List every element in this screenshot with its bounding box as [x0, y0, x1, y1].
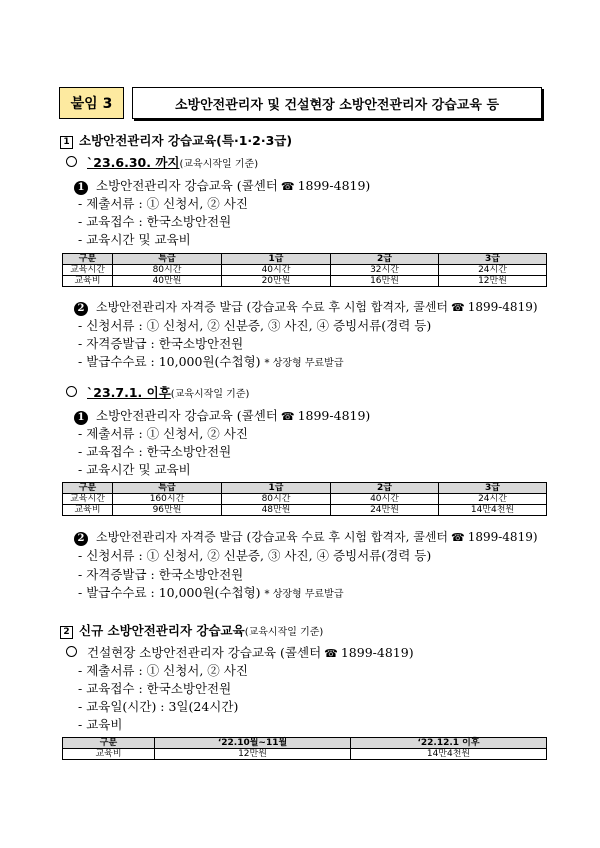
period-date: `23.7.1. 이후: [87, 385, 171, 400]
circle-bullet-icon: [66, 156, 77, 167]
table-row: [63, 505, 547, 516]
table-header-cell: 2급: [331, 254, 439, 265]
phone-number: 1899-4819): [467, 300, 538, 314]
fee-text: - 발급수수료 : 10,000원(수첩형): [78, 354, 261, 369]
section-title: 소방안전관리자 강습교육(특·1·2·3급): [79, 133, 293, 148]
phone-number: 1899-4819): [340, 645, 414, 660]
item-number: 1: [74, 411, 88, 425]
period-1-heading: [66, 155, 258, 173]
phone-icon: ☎: [451, 531, 465, 544]
table-row: [63, 265, 547, 276]
table-cell: 24만원: [331, 505, 439, 516]
detail-line: - 교육비: [78, 717, 123, 732]
period-note: (교육시작일 기준): [179, 159, 259, 170]
item-title: 소방안전관리자 강습교육 (콜센터: [96, 408, 278, 423]
section-number: 1: [60, 136, 73, 149]
table-cell: 80시간: [113, 265, 222, 276]
table-row: [63, 276, 547, 287]
table-cell: 80시간: [222, 494, 331, 505]
detail-line: - 자격증발급 : 한국소방안전원: [78, 567, 244, 582]
item-heading: [74, 178, 370, 195]
detail-line: [78, 354, 344, 372]
phone-icon: ☎: [280, 180, 295, 193]
period-2-heading: [66, 385, 249, 403]
item-title: 소방안전관리자 자격증 발급 (강습교육 수료 후 시험 합격자, 콜센터: [96, 300, 448, 314]
table-cell: 12만원: [439, 276, 547, 287]
circle-bullet-icon: [66, 646, 77, 657]
item-title: 건설현장 소방안전관리자 강습교육 (콜센터: [87, 645, 322, 660]
table-header-cell: 3급: [439, 483, 547, 494]
detail-line: - 제출서류 : ① 신청서, ② 사진: [78, 196, 248, 211]
education-table-2: [62, 482, 547, 516]
section-1-heading: [60, 133, 292, 149]
period-date: `23.6.30. 까지: [87, 155, 180, 170]
table-cell: 24시간: [439, 494, 547, 505]
item-heading: [74, 408, 370, 425]
item-title: 소방안전관리자 강습교육 (콜센터: [96, 178, 278, 193]
detail-line: - 제출서류 : ① 신청서, ② 사진: [78, 663, 248, 678]
table-cell: 교육비: [63, 505, 113, 516]
table-row: [63, 749, 547, 760]
section-note: (교육시작일 기준): [244, 627, 324, 638]
detail-line: - 자격증발급 : 한국소방안전원: [78, 336, 244, 351]
detail-line: - 교육접수 : 한국소방안전원: [78, 681, 232, 696]
item-heading: [74, 299, 538, 316]
education-table-3: [62, 737, 547, 760]
detail-line: - 신청서류 : ① 신청서, ② 신분증, ③ 사진, ④ 증빙서류(경력 등): [78, 548, 432, 563]
item-heading: [74, 529, 538, 546]
detail-line: - 제출서류 : ① 신청서, ② 사진: [78, 426, 248, 441]
table-header-cell: 구분: [63, 738, 155, 749]
detail-line: - 신청서류 : ① 신청서, ② 신분증, ③ 사진, ④ 증빙서류(경력 등): [78, 318, 432, 333]
table-header-cell: 구분: [63, 254, 113, 265]
detail-line: - 교육접수 : 한국소방안전원: [78, 444, 232, 459]
table-cell: 32시간: [331, 265, 439, 276]
table-header-cell: 3급: [439, 254, 547, 265]
phone-icon: ☎: [280, 410, 295, 423]
table-header-cell: 특급: [113, 483, 222, 494]
table-header-cell: 1급: [222, 483, 331, 494]
item-title: 소방안전관리자 자격증 발급 (강습교육 수료 후 시험 합격자, 콜센터: [96, 530, 448, 544]
table-cell: 14만4천원: [351, 749, 547, 760]
item-number: 2: [74, 532, 88, 546]
table-header-cell: ‘22.12.1 이후: [351, 738, 547, 749]
phone-number: 1899-4819): [467, 530, 538, 544]
table-cell: 20만원: [222, 276, 331, 287]
table-cell: 160시간: [113, 494, 222, 505]
fee-text: - 발급수수료 : 10,000원(수첩형): [78, 585, 261, 600]
attachment-tag: 붙임 3: [59, 87, 124, 119]
table-cell: 16만원: [331, 276, 439, 287]
table-cell: 24시간: [439, 265, 547, 276]
detail-line: [78, 585, 344, 603]
table-cell: 12만원: [155, 749, 351, 760]
table-row: [63, 494, 547, 505]
table-header-cell: 2급: [331, 483, 439, 494]
table-cell: 96만원: [113, 505, 222, 516]
phone-number: 1899-4819): [297, 178, 371, 193]
section-2-heading: [60, 623, 323, 641]
table-cell: 40시간: [331, 494, 439, 505]
page-title: 소방안전관리자 및 건설현장 소방안전관리자 강습교육 등: [132, 87, 542, 119]
phone-icon: ☎: [451, 301, 465, 314]
detail-line: - 교육일(시간) : 3일(24시간): [78, 699, 239, 714]
table-cell: 교육비: [63, 276, 113, 287]
table-header-cell: 특급: [113, 254, 222, 265]
fee-note: * 상장형 무료발급: [264, 358, 344, 369]
section-number: 2: [60, 626, 73, 639]
table-cell: 40시간: [222, 265, 331, 276]
phone-number: 1899-4819): [297, 408, 371, 423]
item-heading: [66, 645, 414, 662]
table-cell: 40만원: [113, 276, 222, 287]
detail-line: - 교육접수 : 한국소방안전원: [78, 214, 232, 229]
table-cell: 48만원: [222, 505, 331, 516]
section-title: 신규 소방안전관리자 강습교육: [79, 623, 245, 638]
education-table-1: [62, 253, 547, 287]
fee-note: * 상장형 무료발급: [264, 589, 344, 600]
table-cell: 교육시간: [63, 265, 113, 276]
circle-bullet-icon: [66, 386, 77, 397]
table-header-cell: 1급: [222, 254, 331, 265]
item-number: 1: [74, 181, 88, 195]
table-cell: 14만4천원: [439, 505, 547, 516]
detail-line: - 교육시간 및 교육비: [78, 232, 191, 247]
table-header-cell: ‘22.10월~11월: [155, 738, 351, 749]
table-cell: 교육비: [63, 749, 155, 760]
phone-icon: ☎: [324, 647, 338, 660]
detail-line: - 교육시간 및 교육비: [78, 462, 191, 477]
period-note: (교육시작일 기준): [170, 389, 250, 400]
item-number: 2: [74, 302, 88, 316]
table-header-cell: 구분: [63, 483, 113, 494]
table-cell: 교육시간: [63, 494, 113, 505]
